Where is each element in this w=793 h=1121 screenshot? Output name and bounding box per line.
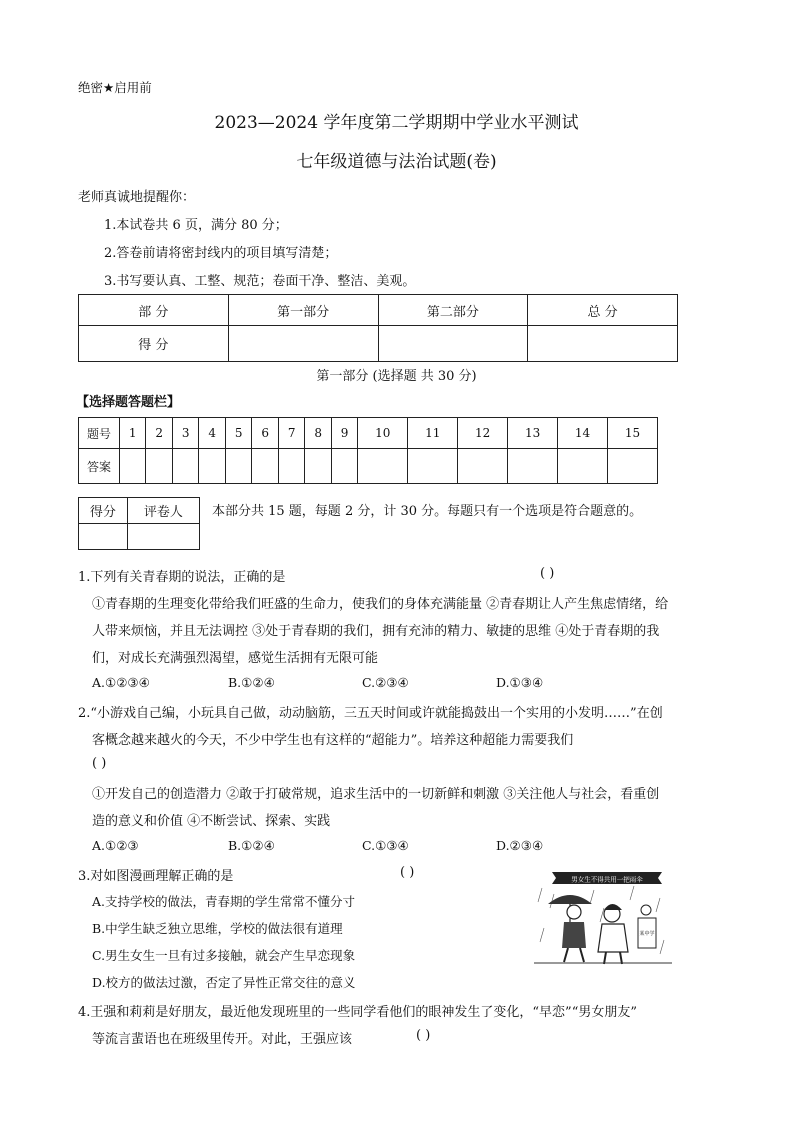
question-2-option-a[interactable]: A.①②③ [92,838,139,853]
question-1-option-a[interactable]: A.①②③④ [92,675,150,690]
grader-name-label: 评卷人 [127,498,199,524]
reminder-item: 2.答卷前请将密封线内的项目填写清楚； [104,246,338,261]
grader-score-cell[interactable] [79,524,128,550]
answer-cell[interactable] [458,449,508,484]
question-number-cell: 5 [225,418,251,449]
grader-name-cell[interactable] [127,524,199,550]
question-3-stem: 3.对如图漫画理解正确的是 [78,869,234,884]
question-number-cell: 8 [305,418,331,449]
grader-table [78,497,200,550]
score-header: 第一部分 [228,295,378,326]
question-1-option-d[interactable]: D.①③④ [496,675,544,690]
answer-paren: ( ) [540,566,555,581]
answer-bar-title: 【选择题答题栏】 [76,395,181,410]
answer-cell[interactable] [358,449,408,484]
question-number-cell: 10 [358,418,408,449]
question-2-option-d[interactable]: D.②③④ [496,838,544,853]
question-1-stem: 1.下列有关青春期的说法，正确的是 [78,570,286,585]
question-3-option-b[interactable]: B.中学生缺乏独立思维，学校的做法很有道理 [92,921,343,936]
question-3-option-c[interactable]: C.男生女生一旦有过多接触，就会产生早恋现象 [92,948,356,963]
question-number-cell: 12 [458,418,508,449]
question-number-cell: 3 [172,418,198,449]
answer-paren: ( ) [400,865,415,880]
question-number-cell: 14 [558,418,608,449]
answer-cell[interactable] [225,449,251,484]
score-row-label: 得 分 [79,326,229,362]
question-4-stem: 4.王强和莉莉是好朋友，最近他发现班里的一些同学看他们的眼神发生了变化，“早恋”“男女朋友” [78,1005,637,1020]
answer-row-label: 题号 [79,418,120,449]
answer-cell[interactable] [607,449,657,484]
answer-cell[interactable] [120,449,146,484]
question-1-option-b[interactable]: B.①②④ [228,675,275,690]
grader-score-label: 得分 [79,498,128,524]
exam-subtitle: 七年级道德与法治试题(卷) [296,152,497,172]
question-number-cell: 1 [120,418,146,449]
question-number-cell: 7 [278,418,304,449]
question-3-option-a[interactable]: A.支持学校的做法，青春期的学生常常不懂分寸 [92,894,356,909]
confidential-label: 绝密★启用前 [78,80,152,95]
question-2-option-c[interactable]: C.①③④ [362,838,409,853]
question-1-statement: 人带来烦恼，并且无法调控 ③处于青春期的我们，拥有充沛的精力、敏捷的思维 ④处于青春期的我 [92,624,660,639]
score-header: 第二部分 [378,295,528,326]
question-2-statement: 造的意义和价值 ④不断尝试、探索、实践 [92,814,331,829]
score-header: 总 分 [528,295,678,326]
reminder-heading: 老师真诚地提醒你： [78,190,196,205]
answer-cell[interactable] [508,449,558,484]
question-number-cell: 9 [331,418,357,449]
question-number-cell: 11 [408,418,458,449]
score-header: 部 分 [79,295,229,326]
answer-cell[interactable] [278,449,304,484]
question-number-cell: 4 [199,418,225,449]
section-instructions: 本部分共 15 题，每题 2 分，计 30 分。每题只有一个选项是符合题意的。 [212,504,643,519]
answer-paren: ( ) [416,1028,431,1043]
score-cell[interactable] [378,326,528,362]
question-1-option-c[interactable]: C.②③④ [362,675,409,690]
question-number-cell: 13 [508,418,558,449]
score-cell[interactable] [528,326,678,362]
question-number-cell: 2 [146,418,172,449]
question-2-option-b[interactable]: B.①②④ [228,838,275,853]
answer-cell[interactable] [199,449,225,484]
score-table [78,294,678,362]
question-2-statement: ①开发自己的创造潜力 ②敢于打破常规，追求生活中的一切新鲜和刺激 ③关注他人与社会，看重创 [92,787,660,802]
answer-cell[interactable] [305,449,331,484]
answer-cell[interactable] [252,449,278,484]
cartoon-illustration [534,868,672,966]
question-2-stem: 客概念越来越火的今天，不少中学生也有这样的“超能力”。培养这种超能力需要我们 [92,733,574,748]
question-number-cell: 6 [252,418,278,449]
reminder-item: 3.书写要认真、工整、规范；卷面干净、整洁、美观。 [104,274,416,289]
cartoon-banner-text: 男女生不得共用一把雨伞 [571,875,643,884]
question-1-statement: ①青春期的生理变化带给我们旺盛的生命力，使我们的身体充满能量 ②青春期让人产生焦虑情绪，给 [92,597,669,612]
answer-cell[interactable] [146,449,172,484]
answer-cell[interactable] [558,449,608,484]
answer-cell[interactable] [331,449,357,484]
question-2-stem: 2.“小游戏自己编，小玩具自己做，动动脑筋，三五天时间或许就能捣鼓出一个实用的小发明……”在创 [78,706,663,721]
answer-cell[interactable] [408,449,458,484]
question-4-stem: 等流言蜚语也在班级里传开。对此，王强应该 [92,1032,353,1047]
question-3-option-d[interactable]: D.校方的做法过激，否定了异性正常交往的意义 [92,975,356,990]
section-title: 第一部分 (选择题 共 30 分) [316,369,477,384]
exam-title: 2023—2024 学年度第二学期期中学业水平测试 [214,113,579,133]
question-number-cell: 15 [607,418,657,449]
score-cell[interactable] [228,326,378,362]
answer-table [78,417,658,484]
answer-cell[interactable] [172,449,198,484]
reminder-item: 1.本试卷共 6 页，满分 80 分； [104,218,288,233]
cartoon-sign-text: 某中学 [639,931,655,937]
answer-row-label: 答案 [79,449,120,484]
question-1-statement: 们，对成长充满强烈渴望，感觉生活拥有无限可能 [92,651,379,666]
answer-paren: ( ) [92,756,107,771]
